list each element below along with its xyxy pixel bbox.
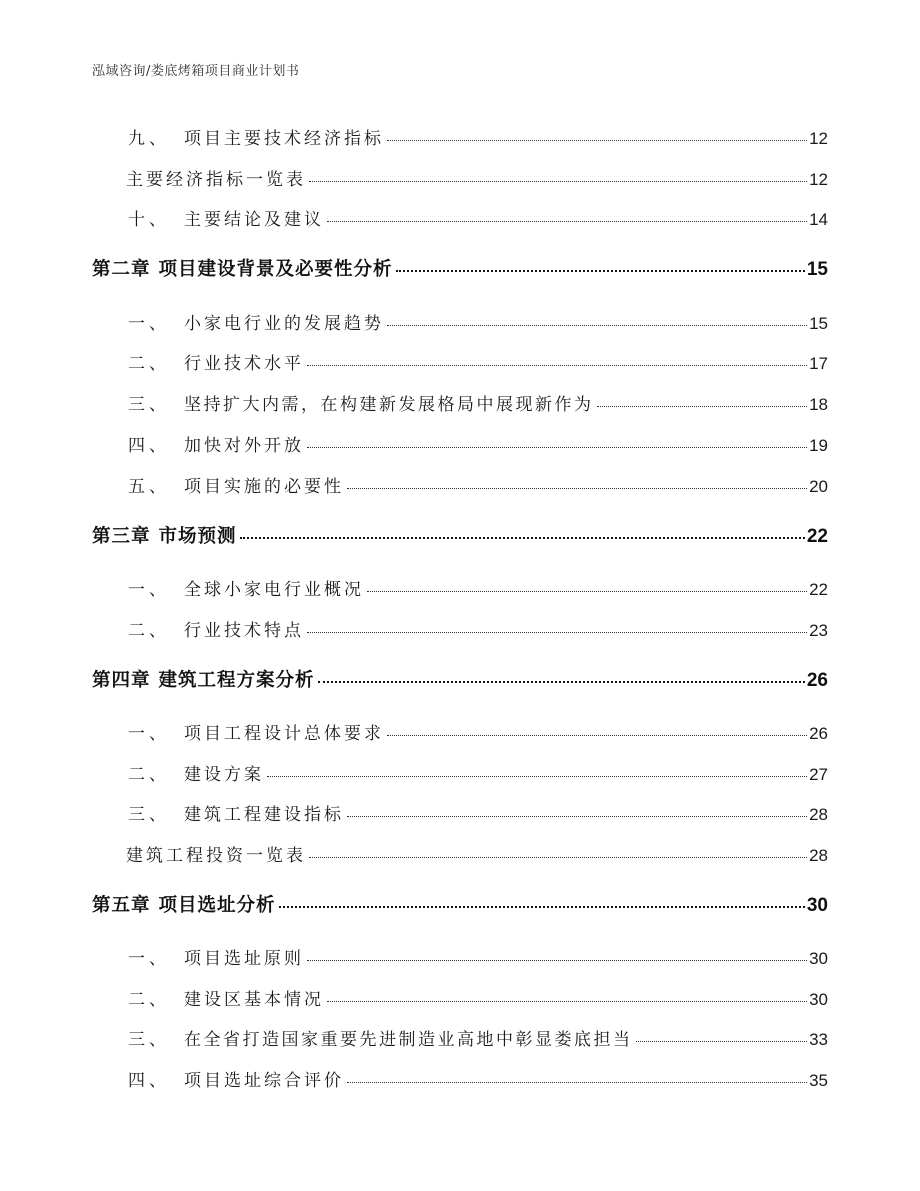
document-header: 泓域咨询/娄底烤箱项目商业计划书 [92, 64, 300, 79]
toc-leader-dots [327, 996, 807, 1002]
toc-entry-title: 小家电行业的发展趋势 [184, 314, 384, 334]
toc-entry[interactable] [128, 205, 828, 230]
toc-leader-dots [307, 442, 807, 448]
toc-entry[interactable] [128, 575, 828, 600]
toc-entry[interactable] [128, 944, 828, 969]
toc-entry-page: 12 [809, 170, 828, 189]
toc-chapter-page: 15 [806, 259, 828, 280]
toc-chapter-title: 建筑工程方案分析 [158, 670, 315, 691]
toc-leader-dots [307, 360, 807, 366]
toc-leader-dots [327, 216, 807, 222]
toc-entry-page: 35 [809, 1071, 828, 1090]
toc-leader-dots [347, 811, 807, 817]
toc-leader-dots [367, 586, 807, 592]
toc-leader-dots [636, 1036, 808, 1042]
toc-entry[interactable] [128, 719, 828, 744]
toc-leader-dots [347, 1077, 807, 1083]
toc-entry[interactable] [128, 616, 828, 641]
toc-entry-title: 行业技术特点 [184, 621, 304, 641]
toc-entry-number: 三、 [128, 805, 170, 825]
toc-entry-page: 33 [809, 1030, 828, 1049]
toc-entry-page: 30 [809, 990, 828, 1009]
toc-entry-title: 建设区基本情况 [184, 990, 324, 1010]
toc-entry-number: 二、 [128, 621, 170, 641]
toc-chapter-number: 第四章 [92, 670, 151, 691]
toc-entry-number: 四、 [128, 436, 170, 456]
toc-leader-dots [307, 955, 807, 961]
toc-leader-dots [318, 677, 805, 683]
toc-chapter[interactable] [92, 522, 828, 548]
toc-entry[interactable] [128, 985, 828, 1010]
toc-entry-title: 坚持扩大内需，在构建新发展格局中展现新作为 [184, 395, 594, 415]
toc-entry[interactable] [128, 124, 828, 149]
toc-entry-title: 项目工程设计总体要求 [184, 724, 384, 744]
toc-chapter-number: 第五章 [92, 895, 151, 916]
toc-entry-page: 15 [809, 314, 828, 333]
toc-entry-number: 一、 [128, 314, 170, 334]
toc-entry[interactable] [126, 165, 828, 190]
toc-entry-title: 项目选址原则 [184, 949, 304, 969]
toc-entry-page: 20 [809, 477, 828, 496]
toc-leader-dots [309, 852, 807, 858]
toc-entry-number: 一、 [128, 949, 170, 969]
toc-entry[interactable] [128, 1025, 828, 1050]
toc-entry[interactable] [128, 800, 828, 825]
toc-entry[interactable] [128, 431, 828, 456]
toc-entry-page: 26 [809, 724, 828, 743]
toc-entry-title: 建筑工程建设指标 [184, 805, 344, 825]
toc-entry-page: 28 [809, 846, 828, 865]
toc-entry-page: 14 [809, 210, 828, 229]
toc-entry-title: 行业技术水平 [184, 354, 304, 374]
toc-leader-dots [597, 401, 808, 407]
toc-entry-number: 四、 [128, 1071, 170, 1091]
toc-chapter-number: 第二章 [92, 259, 151, 280]
toc-entry[interactable] [128, 390, 828, 415]
toc-leader-dots [387, 320, 807, 326]
toc-chapter-number: 第三章 [92, 526, 151, 547]
toc-entry-page: 12 [809, 129, 828, 148]
toc-entry-title: 项目主要技术经济指标 [184, 129, 384, 149]
toc-entry[interactable] [128, 760, 828, 785]
toc-entry-page: 30 [809, 949, 828, 968]
toc-entry-page: 17 [809, 354, 828, 373]
toc-entry-title: 建设方案 [184, 765, 264, 785]
toc-entry[interactable] [128, 349, 828, 374]
toc-entry[interactable] [128, 309, 828, 334]
toc-entry-page: 27 [809, 765, 828, 784]
toc-entry-number: 一、 [128, 580, 170, 600]
toc-entry[interactable] [128, 472, 828, 497]
toc-entry-number: 二、 [128, 765, 170, 785]
toc-entry-title: 项目实施的必要性 [184, 477, 344, 497]
toc-leader-dots [307, 627, 807, 633]
toc-entry-title: 加快对外开放 [184, 436, 304, 456]
toc-entry[interactable] [128, 1066, 828, 1091]
toc-entry-title: 全球小家电行业概况 [184, 580, 364, 600]
toc-entry-title: 主要结论及建议 [184, 210, 324, 230]
toc-entry[interactable] [126, 841, 828, 866]
toc-chapter[interactable] [92, 666, 828, 692]
toc-entry-number: 九、 [128, 129, 170, 149]
toc-entry-number: 五、 [128, 477, 170, 497]
toc-entry-number: 十、 [128, 210, 170, 230]
toc-leader-dots [267, 771, 807, 777]
toc-chapter-title: 市场预测 [158, 526, 237, 547]
toc-leader-dots [347, 483, 807, 489]
toc-entry-page: 28 [809, 805, 828, 824]
toc-leader-dots [387, 730, 807, 736]
toc-entry-title: 主要经济指标一览表 [126, 170, 306, 190]
toc-chapter-page: 30 [806, 895, 828, 916]
toc-entry-number: 三、 [128, 1030, 170, 1050]
toc-leader-dots [279, 902, 805, 908]
toc-chapter-title: 项目建设背景及必要性分析 [158, 259, 393, 280]
toc-chapter-page: 22 [806, 526, 828, 547]
toc-entry-title: 项目选址综合评价 [184, 1071, 344, 1091]
toc-entry-page: 19 [809, 436, 828, 455]
toc-entry-number: 二、 [128, 354, 170, 374]
toc-entry-number: 二、 [128, 990, 170, 1010]
toc-entry-title: 建筑工程投资一览表 [126, 846, 306, 866]
toc-entry-page: 22 [809, 580, 828, 599]
toc-leader-dots [309, 176, 807, 182]
toc-chapter[interactable] [92, 255, 828, 281]
toc-entry-page: 23 [809, 621, 828, 640]
toc-entry-number: 一、 [128, 724, 170, 744]
toc-entry-page: 18 [809, 395, 828, 414]
toc-leader-dots [387, 135, 807, 141]
toc-entry-title: 在全省打造国家重要先进制造业高地中彰显娄底担当 [184, 1030, 633, 1050]
toc-leader-dots [240, 533, 805, 539]
toc-leader-dots [396, 266, 805, 272]
toc-chapter-title: 项目选址分析 [158, 895, 276, 916]
toc-chapter-page: 26 [806, 670, 828, 691]
toc-entry-number: 三、 [128, 395, 170, 415]
toc-chapter[interactable] [92, 891, 828, 917]
